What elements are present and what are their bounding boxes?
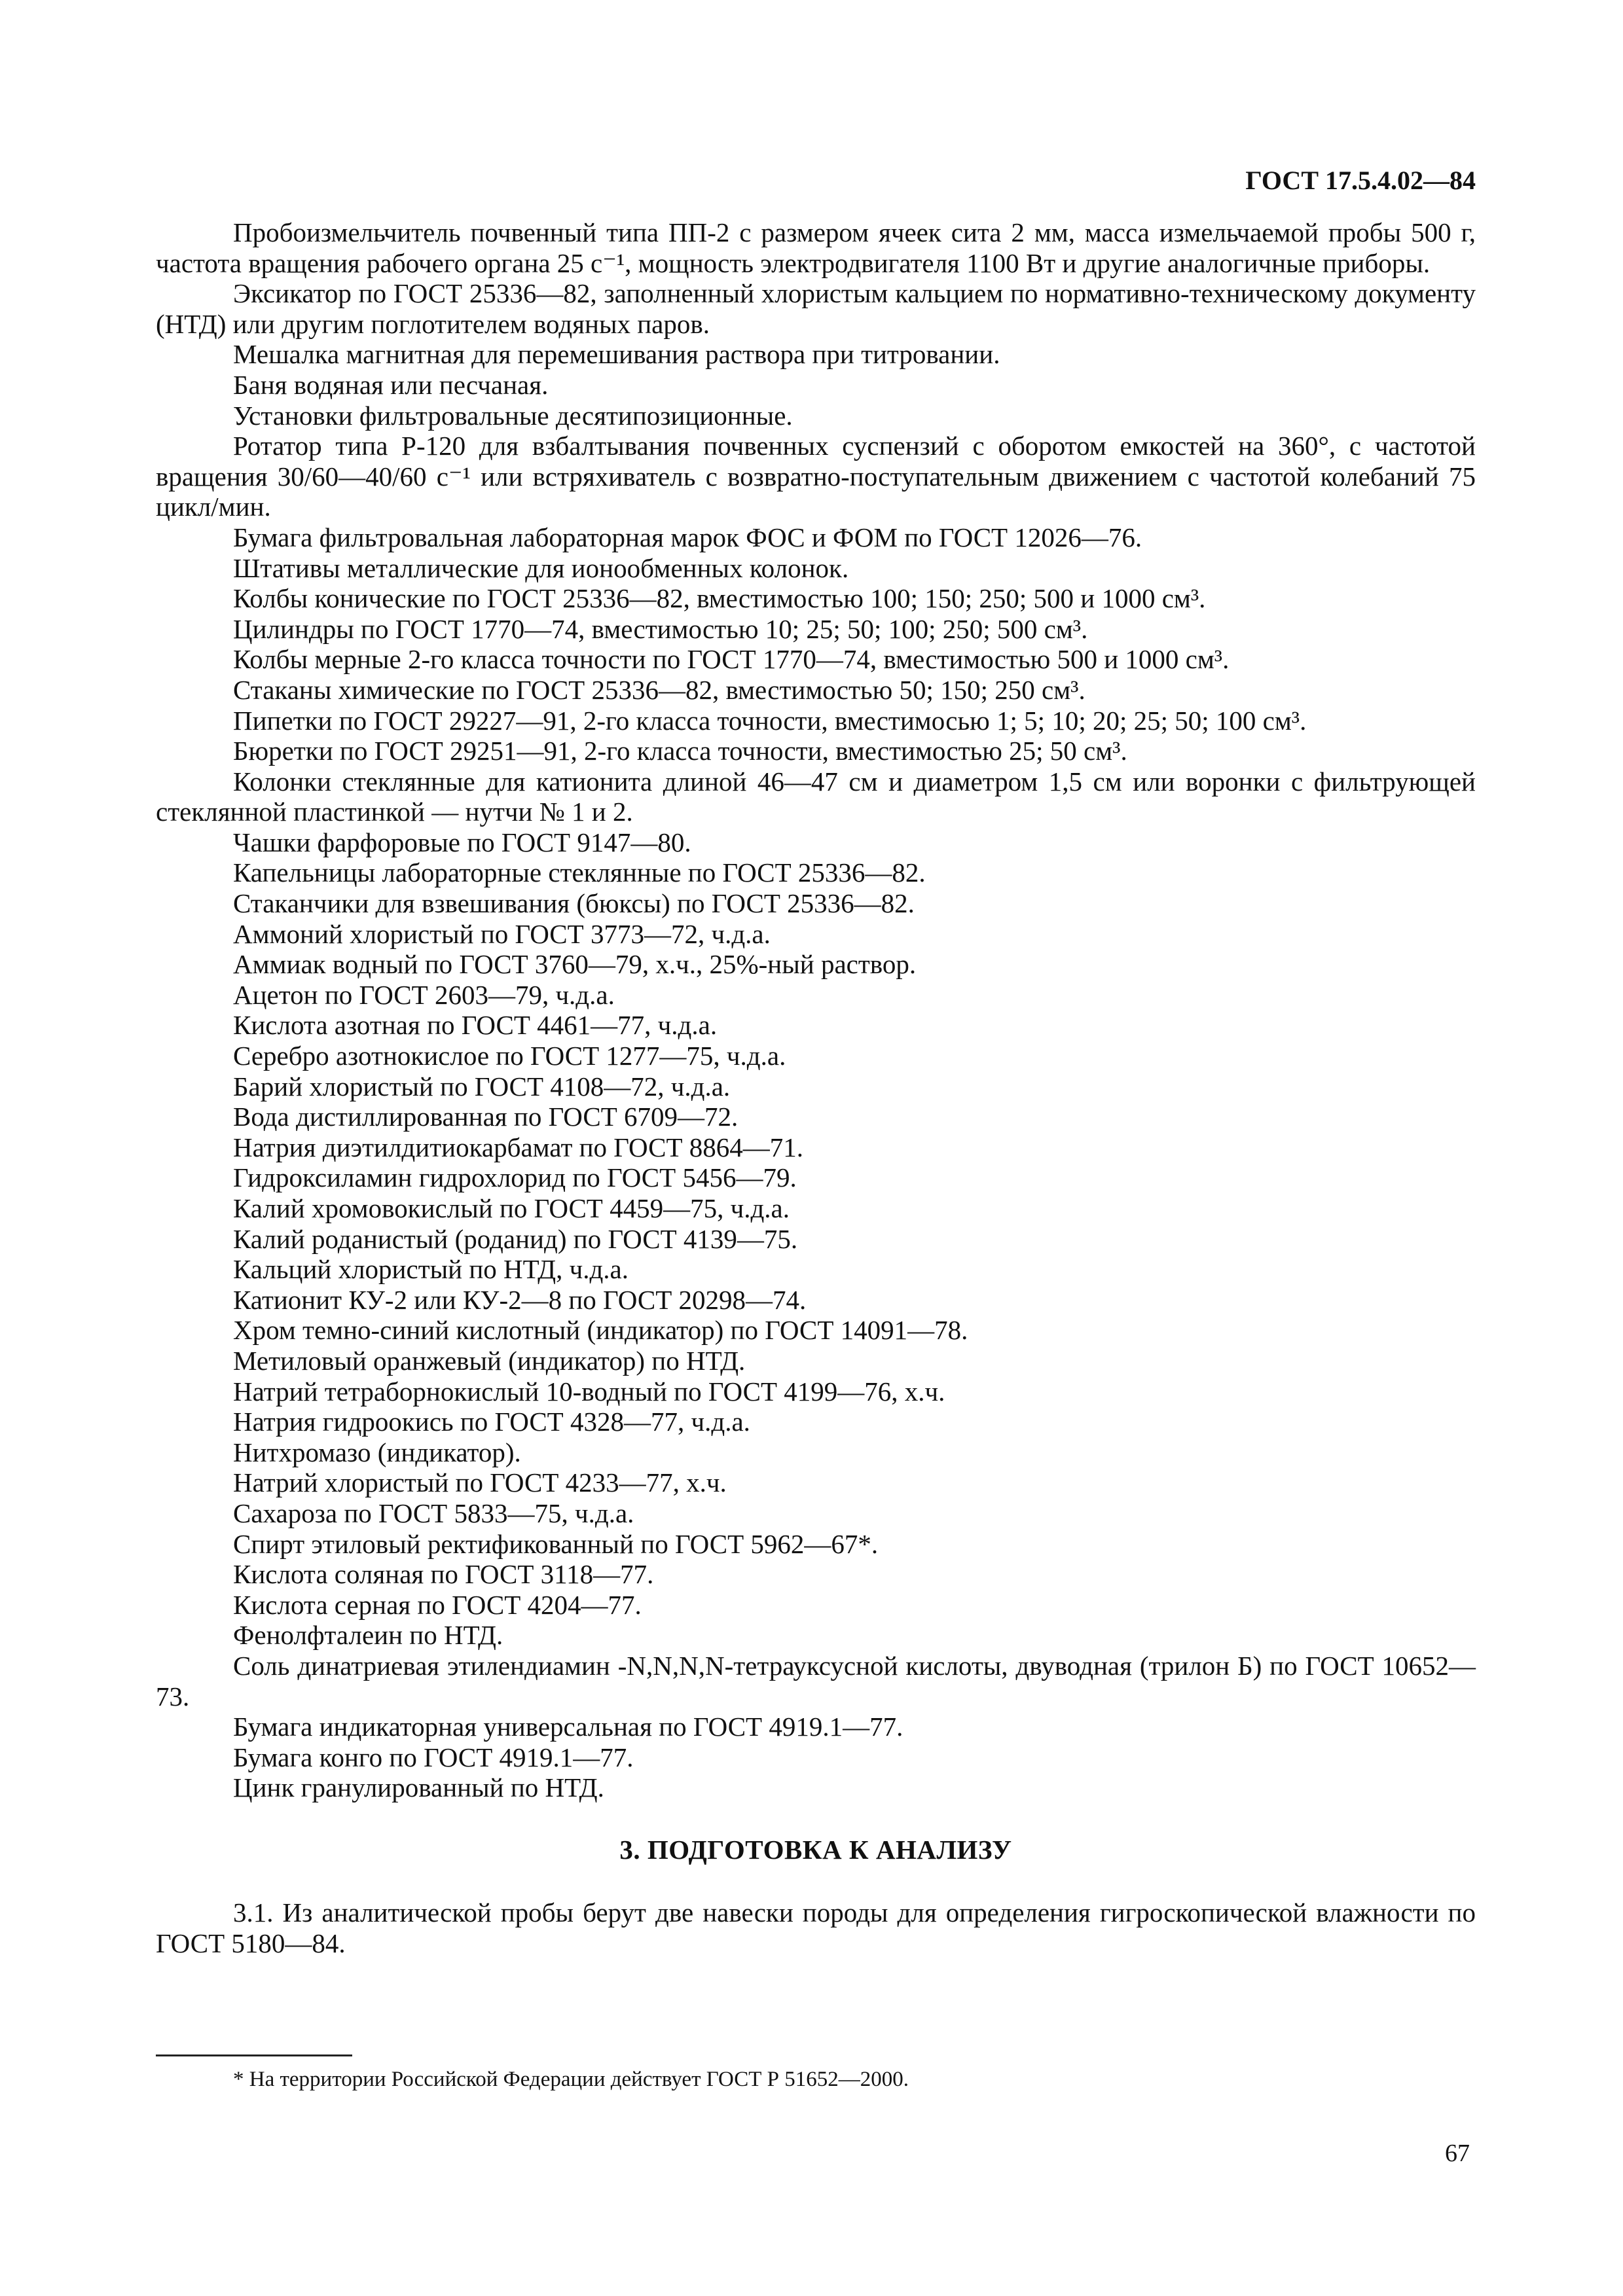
list-item: Колбы конические по ГОСТ 25336—82, вместимостью 100; 150; 250; 500 и 1000 см³. — [233, 583, 1206, 614]
list-item: Колбы мерные 2-го класса точности по ГОСТ 1770—74, вместимостью 500 и 1000 см³. — [233, 644, 1230, 675]
list-item: Капельницы лабораторные стеклянные по ГОСТ 25336—82. — [233, 857, 926, 888]
list-item: Пробоизмельчитель почвенный типа ПП-2 с размером ячеек сита 2 мм, масса измельчаемой пробы 500 г, частота вращения рабочего органа 25 с⁻¹, мощность электродвигателя 1100 Вт и другие аналогичные приборы. — [156, 217, 1476, 278]
list-item: Ротатор типа Р-120 для взбалтывания почвенных суспензий с оборотом емкостей на 360°, с частотой вращения 30/60—40/60 с⁻¹ или встряхиватель с возвратно-поступательным движением с частотой колебаний 75 цикл/мин. — [156, 431, 1476, 522]
page-number: 67 — [1445, 2140, 1470, 2167]
list-item: Натрия гидроокись по ГОСТ 4328—77, ч.д.а. — [233, 1407, 750, 1437]
document-header: ГОСТ 17.5.4.02—84 — [1245, 166, 1476, 195]
list-item: Натрий хлористый по ГОСТ 4233—77, х.ч. — [233, 1467, 727, 1498]
list-item: Серебро азотнокислое по ГОСТ 1277—75, ч.д.а. — [233, 1041, 786, 1071]
list-item: Бумага индикаторная универсальная по ГОСТ 4919.1—77. — [233, 1712, 903, 1742]
list-item: Стаканы химические по ГОСТ 25336—82, вместимостью 50; 150; 250 см³. — [233, 674, 1085, 705]
list-item: Бюретки по ГОСТ 29251—91, 2-го класса точности, вместимостью 25; 50 см³. — [233, 736, 1127, 766]
list-item: Катионит КУ-2 или КУ-2—8 по ГОСТ 20298—74. — [233, 1284, 807, 1315]
list-item: Калий хромовокислый по ГОСТ 4459—75, ч.д.а. — [233, 1193, 790, 1223]
list-item: Стаканчики для взвешивания (бюксы) по ГОСТ 25336—82. — [233, 888, 915, 919]
list-item: Аммиак водный по ГОСТ 3760—79, х.ч., 25%-ный раствор. — [233, 949, 917, 980]
list-item: Цинк гранулированный по НТД. — [233, 1772, 604, 1803]
list-item: Соль динатриевая этилендиамин -N,N,N,N-тетрауксусной кислоты, двуводная (трилон Б) по ГОСТ 10652—73. — [156, 1650, 1476, 1712]
list-item: Чашки фарфоровые по ГОСТ 9147—80. — [233, 827, 691, 857]
list-item: Барий хлористый по ГОСТ 4108—72, ч.д.а. — [233, 1071, 731, 1102]
list-item: Кислота азотная по ГОСТ 4461—77, ч.д.а. — [233, 1010, 718, 1041]
list-item: Бумага конго по ГОСТ 4919.1—77. — [233, 1742, 634, 1772]
section-paragraph: 3.1. Из аналитической пробы берут две навески породы для определения гигроскопической влажности по ГОСТ 5180—84. — [156, 1897, 1476, 1959]
list-item: Пипетки по ГОСТ 29227—91, 2-го класса точности, вместимосью 1; 5; 10; 20; 25; 50; 100 см³. — [233, 705, 1307, 736]
list-item: Цилиндры по ГОСТ 1770—74, вместимостью 10; 25; 50; 100; 250; 500 см³. — [233, 613, 1088, 644]
list-item: Баня водяная или песчаная. — [233, 369, 549, 400]
list-item: Натрий тетраборнокислый 10-водный по ГОСТ 4199—76, х.ч. — [233, 1376, 945, 1407]
list-item: Штативы металлические для ионообменных колонок. — [233, 552, 849, 583]
list-item: Калий роданистый (роданид) по ГОСТ 4139—75. — [233, 1223, 798, 1254]
section-body — [156, 1897, 1476, 1958]
list-item: Бумага фильтровальная лабораторная марок ФОС и ФОМ по ГОСТ 12026—76. — [233, 522, 1142, 552]
list-item: Сахароза по ГОСТ 5833—75, ч.д.а. — [233, 1498, 634, 1528]
list-item: Нитхромазо (индикатор). — [233, 1437, 521, 1467]
list-item: Метиловый оранжевый (индикатор) по НТД. — [233, 1345, 746, 1376]
list-item: Аммоний хлористый по ГОСТ 3773—72, ч.д.а. — [233, 918, 771, 949]
list-item: Вода дистиллированная по ГОСТ 6709—72. — [233, 1102, 739, 1132]
list-item: Кислота соляная по ГОСТ 3118—77. — [233, 1559, 654, 1590]
list-item: Натрия диэтилдитиокарбамат по ГОСТ 8864—71. — [233, 1132, 803, 1162]
list-item: Кислота серная по ГОСТ 4204—77. — [233, 1589, 642, 1620]
footnote: * На территории Российской Федерации действует ГОСТ Р 51652—2000. — [233, 2068, 909, 2091]
list-item: Спирт этиловый ректификованный по ГОСТ 5962—67*. — [233, 1528, 879, 1559]
list-item: Колонки стеклянные для катионита длиной 46—47 см и диаметром 1,5 см или воронки с фильтрующей стеклянной пластинкой — нутчи № 1 и 2. — [156, 766, 1476, 827]
footnote-divider — [156, 2054, 352, 2056]
list-item: Ацетон по ГОСТ 2603—79, ч.д.а. — [233, 979, 615, 1010]
list-item: Хром темно-синий кислотный (индикатор) по ГОСТ 14091—78. — [233, 1315, 968, 1346]
section-title: 3. ПОДГОТОВКА К АНАЛИЗУ — [619, 1834, 1012, 1865]
list-item: Кальций хлористый по НТД, ч.д.а. — [233, 1254, 629, 1285]
list-item: Установки фильтровальные десятипозиционные. — [233, 400, 793, 431]
list-item: Эксикатор по ГОСТ 25336—82, заполненный хлористым кальцием по нормативно-техническому документу (НТД) или другим поглотителем водяных паров. — [156, 278, 1476, 339]
equipment-list — [156, 217, 1476, 1803]
list-item: Фенолфталеин по НТД. — [233, 1620, 503, 1651]
list-item: Гидроксиламин гидрохлорид по ГОСТ 5456—79. — [233, 1162, 797, 1193]
list-item: Мешалка магнитная для перемешивания раствора при титровании. — [233, 339, 1000, 370]
document-body — [156, 217, 1476, 1959]
